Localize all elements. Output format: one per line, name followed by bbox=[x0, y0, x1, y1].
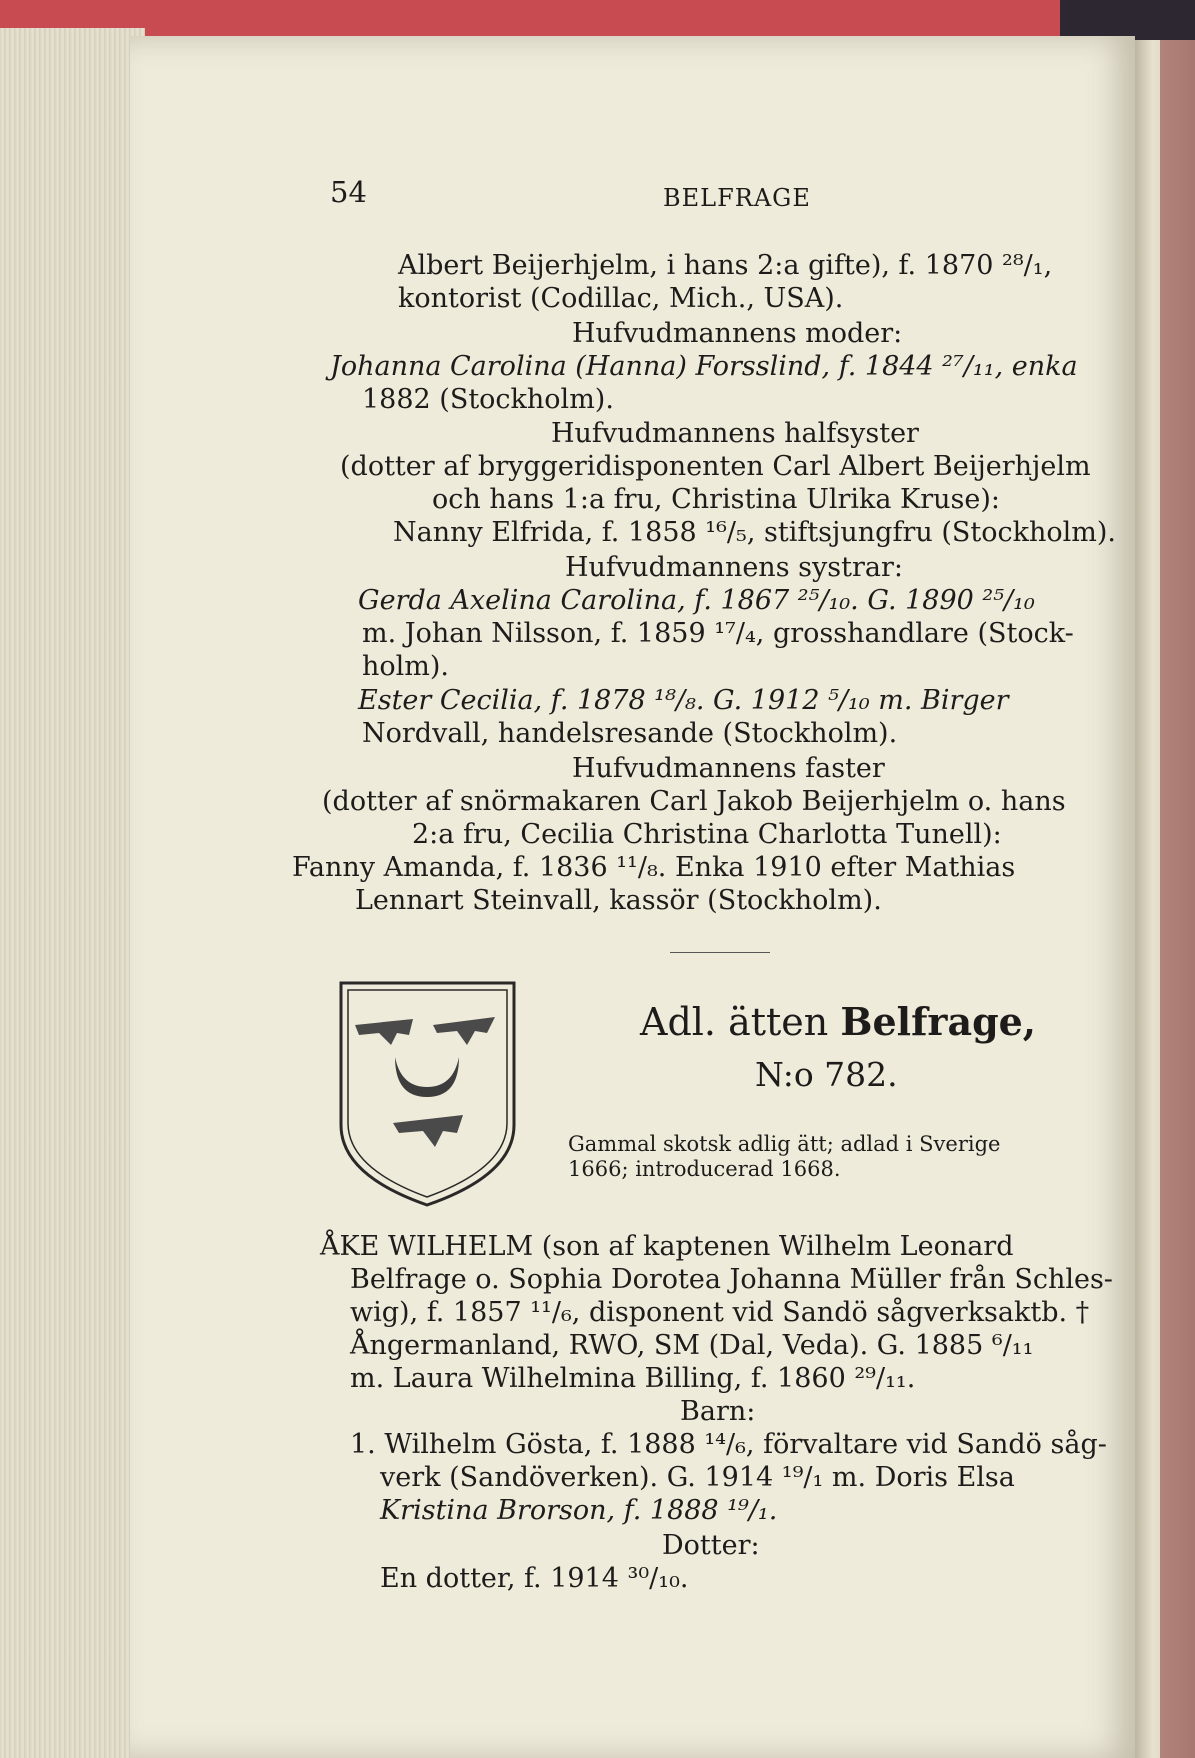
entry-line: En dotter, f. 1914 ³⁰/₁₀. bbox=[380, 1563, 689, 1594]
entry-line: verk (Sandöverken). G. 1914 ¹⁹/₁ m. Doris Elsa bbox=[380, 1462, 1015, 1493]
entry-line: Ångermanland, RWO, SM (Dal, Veda). G. 1885 ⁶/₁₁ bbox=[350, 1330, 1034, 1361]
text-line: Fanny Amanda, f. 1836 ¹¹/₈. Enka 1910 efter Mathias bbox=[292, 852, 1016, 883]
cover-edge-right bbox=[1160, 40, 1195, 1758]
text-line: Hufvudmannens halfsyster bbox=[551, 418, 919, 449]
crescent-charge bbox=[395, 1057, 459, 1097]
text-line: 2:a fru, Cecilia Christina Charlotta Tunell): bbox=[412, 819, 1002, 850]
entry-line: Belfrage o. Sophia Dorotea Johanna Müller från Schles- bbox=[350, 1264, 1113, 1295]
text-line: 1882 (Stockholm). bbox=[362, 384, 614, 415]
text-line: Nanny Elfrida, f. 1858 ¹⁶/₅, stiftsjungfru (Stockholm). bbox=[393, 517, 1116, 548]
entry-line: Kristina Brorson, f. 1888 ¹⁹/₁. bbox=[380, 1495, 778, 1526]
text-line: Nordvall, handelsresande (Stockholm). bbox=[362, 718, 898, 749]
entry-line: m. Laura Wilhelmina Billing, f. 1860 ²⁹/₁₁. bbox=[350, 1363, 916, 1394]
text-line: Johanna Carolina (Hanna) Forsslind, f. 1844 ²⁷/₁₁, enka bbox=[330, 351, 1078, 382]
heraldic-charge-top-right bbox=[433, 1017, 495, 1045]
text-line: Hufvudmannens moder: bbox=[572, 318, 903, 349]
entry-line: Barn: bbox=[680, 1396, 756, 1427]
entry-line: ÅKE WILHELM (son af kaptenen Wilhelm Leonard bbox=[320, 1231, 1014, 1262]
entry-line: 1. Wilhelm Gösta, f. 1888 ¹⁴/₆, förvaltare vid Sandö såg- bbox=[350, 1429, 1107, 1460]
entry-line: Dotter: bbox=[662, 1530, 760, 1561]
family-note-line: Gammal skotsk adlig ätt; adlad i Sverige bbox=[568, 1132, 1001, 1156]
text-line: och hans 1:a fru, Christina Ulrika Kruse): bbox=[432, 484, 1000, 515]
family-note-line: 1666; introducerad 1668. bbox=[568, 1157, 841, 1181]
text-line: (dotter af snörmakaren Carl Jakob Beijerhjelm o. hans bbox=[322, 786, 1066, 817]
entry-line: wig), f. 1857 ¹¹/₆, disponent vid Sandö sågverksaktb. † bbox=[350, 1297, 1090, 1328]
heraldic-charge-bottom bbox=[393, 1115, 463, 1147]
text-line: Hufvudmannens systrar: bbox=[565, 552, 903, 583]
text-line: Ester Cecilia, f. 1878 ¹⁸/₈. G. 1912 ⁵/₁₀ m. Birger bbox=[358, 685, 1009, 716]
heraldic-charge-top-left bbox=[355, 1019, 413, 1045]
book-edge-corner bbox=[1060, 0, 1195, 40]
text-line: (dotter af bryggeridisponenten Carl Albert Beijerhjelm bbox=[340, 451, 1091, 482]
family-name: Belfrage, bbox=[840, 999, 1037, 1044]
family-heading bbox=[640, 1000, 1036, 1044]
page-number: 54 bbox=[330, 175, 367, 209]
text-line: Albert Beijerhjelm, i hans 2:a gifte), f. 1870 ²⁸/₁, bbox=[398, 250, 1053, 281]
page-stack-left bbox=[0, 28, 145, 1758]
family-number: N:o 782. bbox=[755, 1055, 898, 1094]
text-line: Gerda Axelina Carolina, f. 1867 ²⁵/₁₀. G. 1890 ²⁵/₁₀ bbox=[358, 585, 1035, 616]
running-title: BELFRAGE bbox=[663, 184, 811, 212]
heading-prefix: Adl. ätten bbox=[640, 1000, 829, 1044]
text-line: Lennart Steinvall, kassör (Stockholm). bbox=[355, 885, 882, 916]
text-line: Hufvudmannens faster bbox=[572, 753, 885, 784]
text-line: m. Johan Nilsson, f. 1859 ¹⁷/₄, grosshandlare (Stock- bbox=[362, 618, 1074, 649]
text-line: holm). bbox=[362, 651, 449, 682]
section-divider bbox=[670, 952, 770, 953]
text-line: kontorist (Codillac, Mich., USA). bbox=[398, 283, 844, 314]
coat-of-arms-shield bbox=[335, 975, 520, 1210]
